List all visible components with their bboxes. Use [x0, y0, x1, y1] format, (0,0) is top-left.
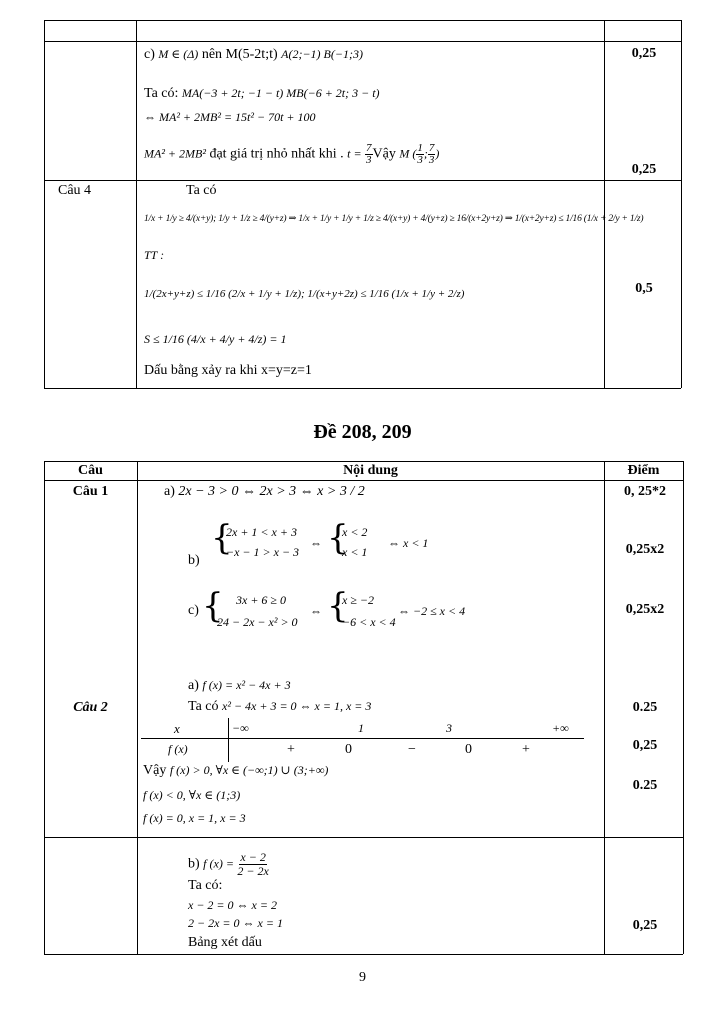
header-cau: Câu: [78, 463, 103, 478]
row-c-vay: Vậy: [372, 146, 400, 162]
cau1-b-sys1-l1: 2x + 1 < x + 3: [226, 525, 297, 539]
row-c-t: t =: [347, 146, 362, 161]
cau1-b-equiv: ⇔: [310, 536, 322, 550]
cau1-a-math: 2x − 3 > 0 ⇔ 2x > 3 ⇔ x > 3 / 2: [178, 484, 365, 499]
row-c-math-a: M ∈ (Δ): [158, 47, 199, 61]
cau1-c-equiv: ⇔: [310, 604, 322, 618]
cau1-c-score: 0,25x2: [625, 602, 665, 617]
cau1-c-prefix: c): [188, 603, 199, 618]
row-c-score-top: 0,25: [631, 46, 657, 61]
main-table: Câu Nội dung Điểm Câu 1 a) 2x − 3 > 0 ⇔ 2x > 3 ⇔ x > 3 / 2 0, 25*2 { 2x + 1 < x + 3 −x − 1 > x − 3 ⇔ { x < 2 x < 1 ⇔ x < 1 b) 0,25x2 c) { 3x + 6 ≥ 0 24 − 2x − x² > 0 ⇔ { x ≥ −2 −6 < x < 4 ⇔ −2 ≤ x < 4 0,25x2 Câu 2 a) f (x) = x² − 4x + 3 Ta có x² − 4x + 3 = 0 ⇔ x = 1, x = 3 x −∞ 1 3 +∞ f (x) + 0 − 0 + Vậy f (x) > 0, ∀x ∈ (−∞;1) ∪ (3;+∞) f (x) < 0, ∀x ∈ (1;3) f (x) = 0, x = 1, x = 3 0.25 0,25 0.25 b) f (x) = $\frac{x - 2}{2 - 2x}$ Ta có: x − 2 = 0 ⇔ x = 2 2 − 2x = 0 ⇔ x = 1 Bảng xét dấu 0,25: [44, 461, 684, 955]
row-c-equation: ⇔ MA² + 2MB² = 15t² − 70t + 100: [144, 110, 316, 124]
cau2-b-bang: Bảng xét dấu: [188, 935, 262, 950]
cau2-b-eq1: x − 2 = 0 ⇔ x = 2: [188, 898, 277, 912]
cau2-vay-3: f (x) = 0, x = 1, x = 3: [143, 811, 246, 825]
section-title: Đề 208, 209: [313, 421, 412, 443]
cau1-b-prefix: b): [188, 553, 200, 568]
cau1-a-score: 0, 25*2: [624, 484, 666, 499]
cau1-b-sys1-l2: −x − 1 > x − 3: [226, 545, 300, 559]
cau2-vay-2: f (x) < 0, ∀x ∈ (1;3): [143, 788, 241, 802]
cau2-b-prefix: b): [188, 856, 204, 872]
row-c-expr: MA² + 2MB²: [144, 146, 206, 161]
cau1-b-sys2-l1: x < 2: [342, 525, 368, 539]
cau4-conclusion: Dấu bằng xảy ra khi x=y=z=1: [144, 363, 312, 378]
row-c-math-b: A(2;−1) B(−1;3): [281, 47, 363, 61]
cau4-intro: Ta có: [186, 183, 217, 198]
cau1-c-sys1-l1: 3x + 6 ≥ 0: [236, 593, 287, 607]
cau1-c-sys2-l1: x ≥ −2: [342, 593, 375, 607]
sign-x-value: 3: [446, 721, 452, 735]
sign-x-value: 1: [358, 721, 364, 735]
cau4-score: 0,5: [635, 281, 653, 296]
sign-f-value: +: [287, 742, 295, 757]
cau1-b-score: 0,25x2: [625, 542, 665, 557]
cau4-ineq2: 1/(2x+y+z) ≤ 1/16 (2/x + 1/y + 1/z); 1/(x+y+2z) ≤ 1/16 (1/x + 1/y + 2/z): [144, 288, 465, 300]
cau1-b-sys2-l2: x < 1: [342, 545, 368, 559]
row-c-prefix: c): [144, 47, 159, 62]
cau4-ineq3: S ≤ 1/16 (4/x + 4/y + 4/z) = 1: [144, 332, 287, 346]
row-c-taco: Ta có:: [144, 86, 182, 101]
top-table: c) M ∈ (Δ) nên M(5-2t;t) A(2;−1) B(−1;3) Ta có: MA(−3 + 2t; −1 − t) MB(−6 + 2t; 3 − t) ⇔ MA² + 2MB² = 15t² − 70t + 100 MA² + 2MB² đạt giá trị nhỏ nhất khi . t = $\frac{7}{3}$ Vậy M ( $\frac{1}{3}$ ; $\frac{7}{3}$ ) 0,25 0,25 Câu 4 Ta có 1/x + 1/y ≥ 4/(x+y); 1/y + 1/z ≥ 4/(y+z) ⇒ 1/x + 1/y + 1/y + 1/z ≥ 4/(x+y) + 4/(y+z) ≥ 16/(x+2y+z) ⇒ 1/(x+2y+z) ≤ 1/16 (1/x + 2/y + 1/z) TT : 1/(2x+y+z) ≤ 1/16 (2/x + 1/y + 1/z); 1/(x+y+2z) ≤ 1/16 (1/x + 1/y + 2/z) S ≤ 1/16 (4/x + 4/y + 4/z) = 1 Dấu bằng xảy ra khi x=y=z=1 0,5: [44, 20, 682, 389]
cau2-a-score-2: 0,25: [632, 738, 658, 753]
row-c-score-bottom: 0,25: [631, 162, 657, 177]
sign-f-value: 0: [345, 742, 352, 757]
sign-x-label: x: [174, 721, 180, 736]
sign-x-value: −∞: [232, 721, 249, 735]
cau1-c-sys1-l2: 24 − 2x − x² > 0: [217, 615, 298, 629]
m-fraction-2: $\frac{7}{3}$: [428, 142, 435, 166]
cau2-a-func: f (x) = x² − 4x + 3: [202, 678, 291, 692]
cau4-ineq1: 1/x + 1/y ≥ 4/(x+y); 1/y + 1/z ≥ 4/(y+z) ⇒ 1/x + 1/y + 1/y + 1/z ≥ 4/(x+y) + 4/(y+z) ≥ 16/(x+2y+z) ⇒ 1/(x+2y+z) ≤ 1/16 (1/x + 2/y + 1/z): [144, 214, 644, 224]
cau2-a-prefix: a): [188, 678, 203, 693]
sign-f-label: f (x): [168, 742, 188, 756]
row-c-min-text: đạt giá trị nhỏ nhất khi .: [205, 146, 348, 162]
cau2-a-score-3: 0.25: [632, 778, 658, 793]
cau2-b-fraction: $\frac{x - 2}{2 - 2x}$: [237, 850, 269, 878]
t-fraction: $\frac{7}{3}$: [366, 142, 372, 166]
cau2-b-score: 0,25: [632, 918, 658, 933]
sign-f-value: +: [522, 742, 530, 757]
cau2-b-taco: Ta có:: [188, 878, 223, 893]
row-c-vectors: MA(−3 + 2t; −1 − t) MB(−6 + 2t; 3 − t): [181, 86, 380, 100]
cau2-roots: x² − 4x + 3 = 0 ⇔ x = 1, x = 3: [222, 699, 372, 713]
row-c-text: nên M(5-2t;t): [198, 47, 282, 62]
cau2-a-score-1: 0.25: [632, 700, 658, 715]
cau2-vay-1: f (x) > 0, ∀x ∈ (−∞;1) ∪ (3;+∞): [169, 763, 329, 777]
header-diem: Điểm: [627, 463, 660, 478]
sign-f-value: −: [408, 742, 416, 757]
cau1-a-prefix: a): [164, 484, 175, 499]
m-fraction-1: $\frac{1}{3}$: [417, 142, 423, 166]
cau2-vay: Vậy: [143, 763, 170, 778]
sign-x-value: +∞: [552, 721, 569, 735]
row-c-m: M (: [399, 146, 417, 161]
cau2-b-eq2: 2 − 2x = 0 ⇔ x = 1: [188, 916, 283, 930]
page-number: 9: [359, 970, 366, 985]
header-noi-dung: Nội dung: [343, 463, 398, 478]
cau1-b-result: ⇔ x < 1: [388, 536, 429, 550]
cau1-label: Câu 1: [72, 484, 109, 499]
cau4-label: Câu 4: [58, 183, 92, 198]
cau2-b-lhs: f (x) =: [203, 856, 234, 871]
cau1-c-result: ⇔ −2 ≤ x < 4: [398, 604, 466, 618]
cau2-label: Câu 2: [73, 700, 108, 715]
cau1-c-sys2-l2: −6 < x < 4: [342, 615, 396, 629]
cau2-taco: Ta có: [188, 699, 223, 714]
sign-f-value: 0: [465, 742, 472, 757]
cau4-tt: TT :: [144, 248, 165, 262]
